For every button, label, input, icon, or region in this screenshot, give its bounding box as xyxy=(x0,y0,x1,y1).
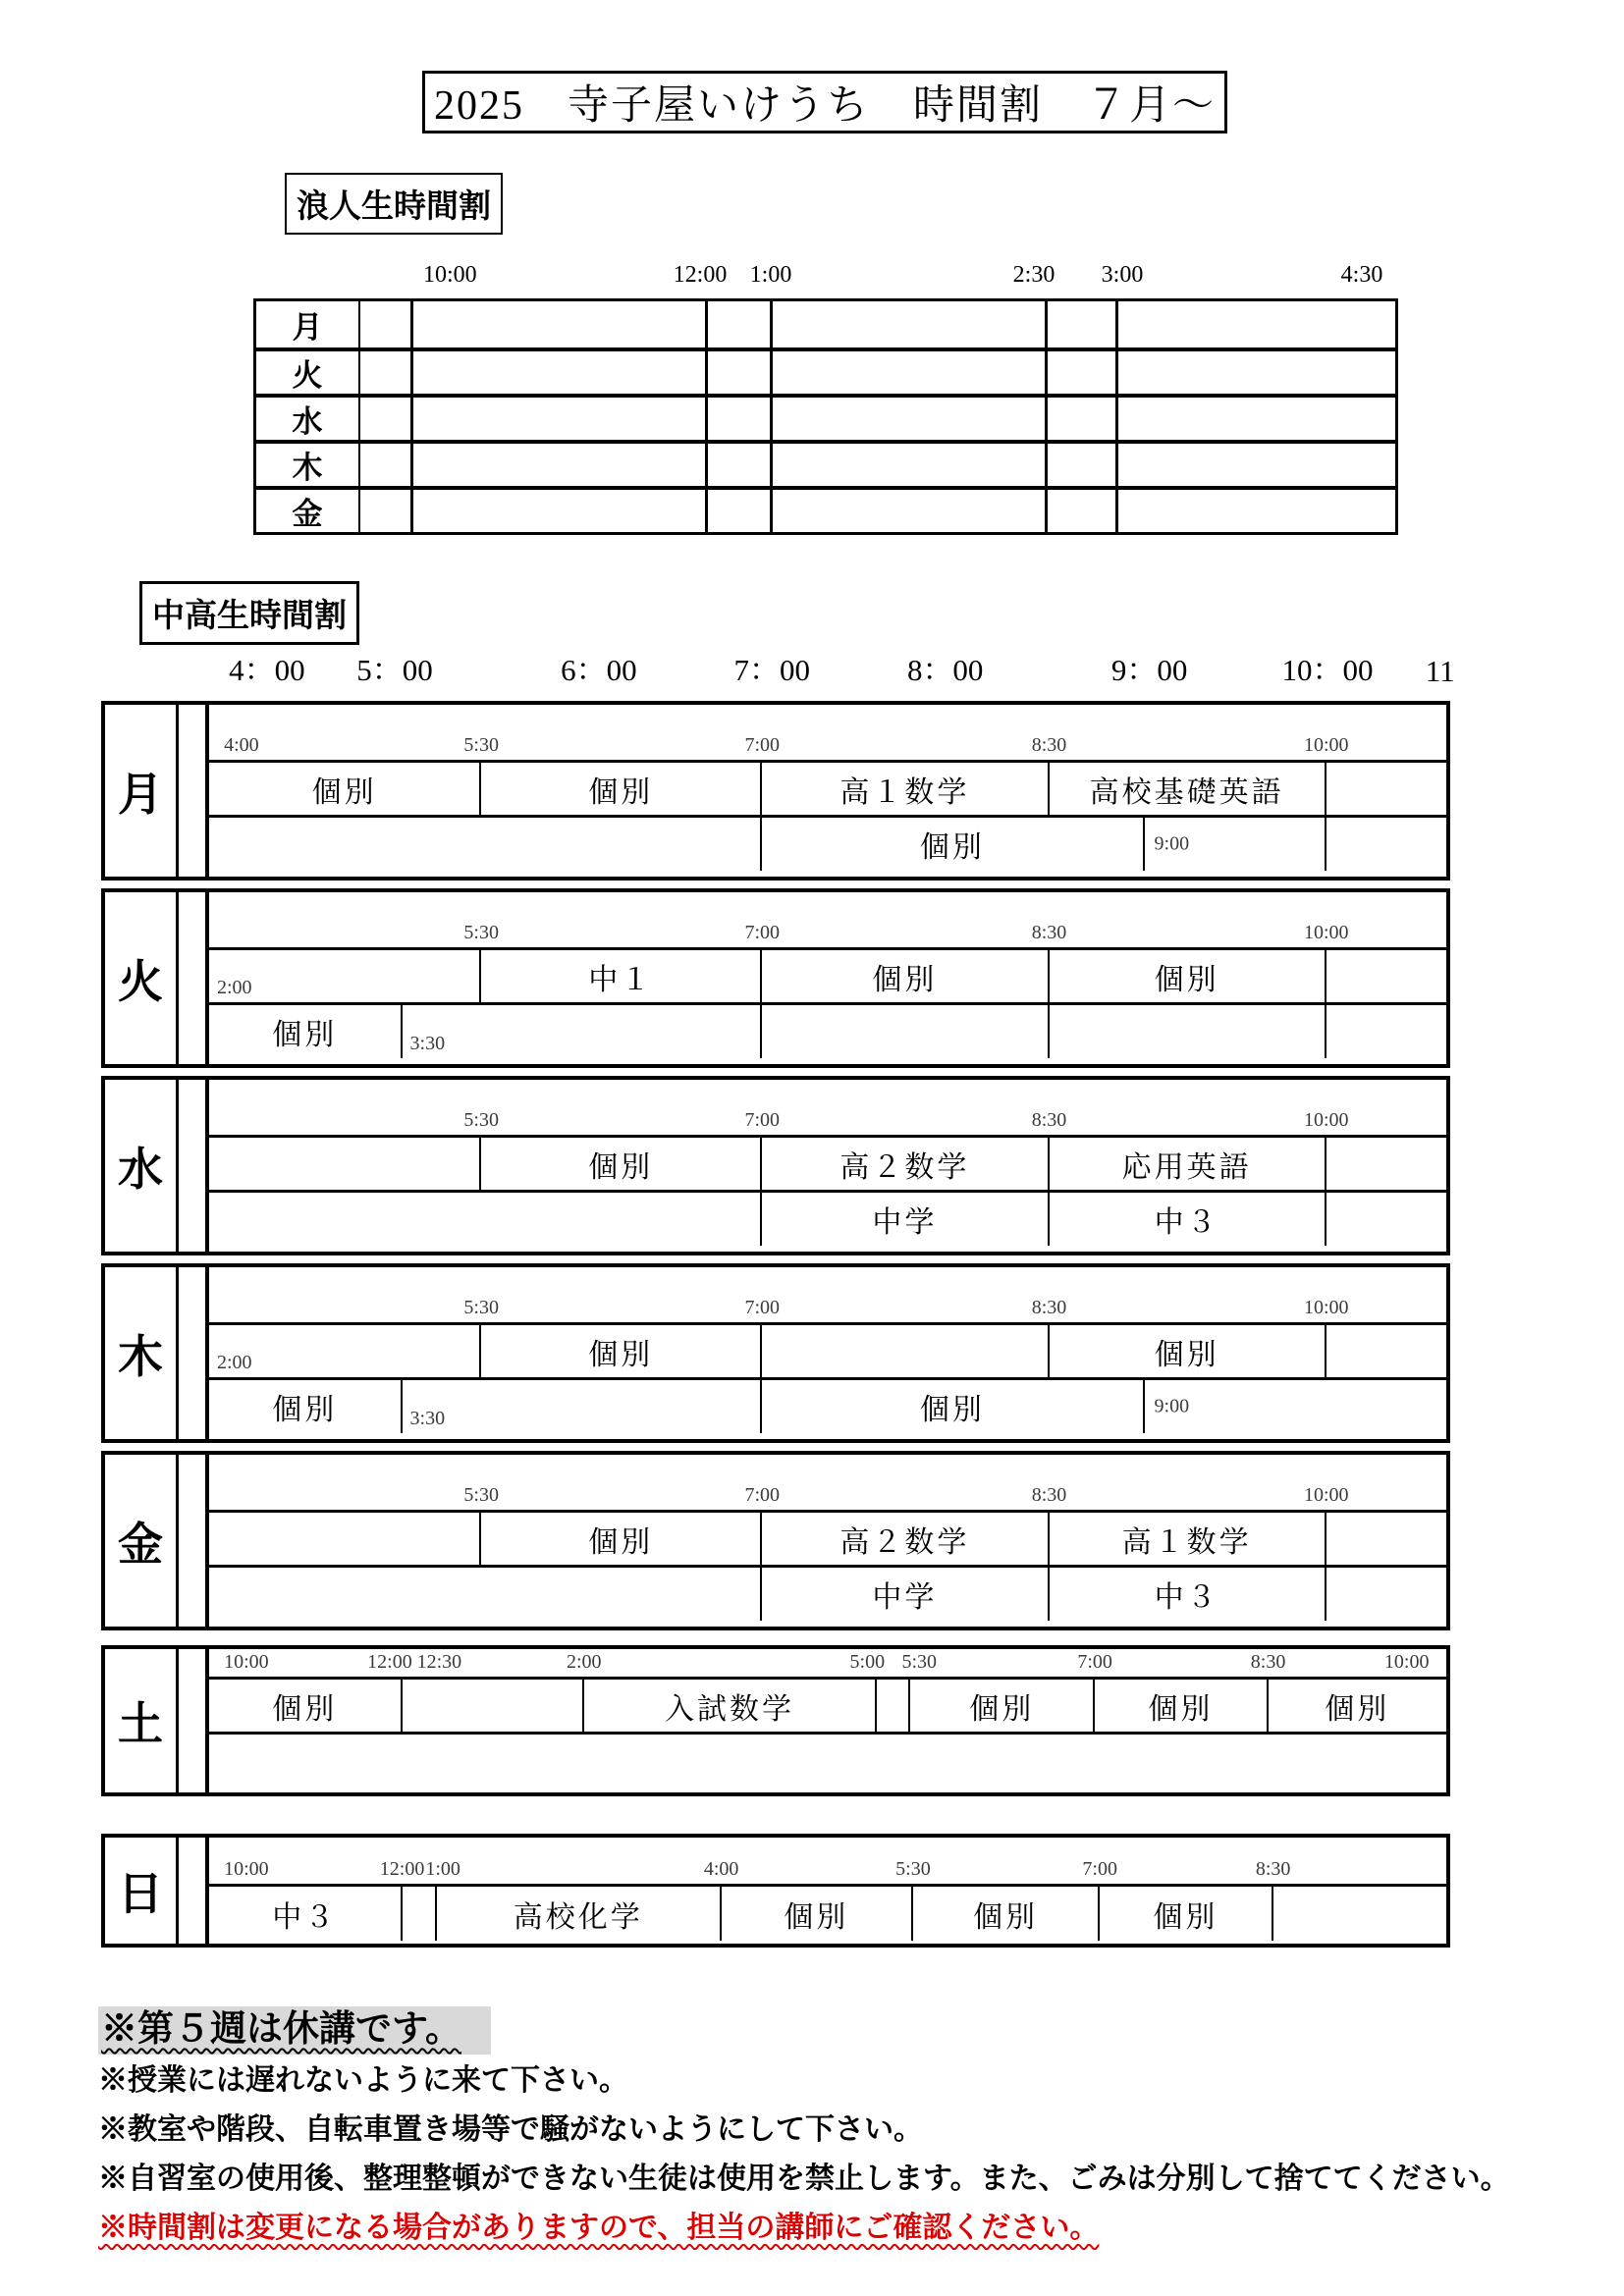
strip-time-label: 10:00 xyxy=(1303,922,1349,943)
ronin-grid-line xyxy=(705,490,708,532)
axis-tick: 12:00 xyxy=(673,262,728,288)
spine-cell xyxy=(179,1649,209,1792)
ronin-grid-line xyxy=(770,351,773,394)
day-content xyxy=(209,1080,1446,1252)
axis-tick: 4：00 xyxy=(229,653,305,687)
empty-cell xyxy=(1326,1513,1446,1565)
class-cell: 中３ xyxy=(1050,1193,1326,1246)
class-cell: 個別 xyxy=(762,1380,1144,1433)
strip-time-label: 5:30 xyxy=(463,922,499,943)
axis-tick: 8：00 xyxy=(906,653,984,687)
ronin-grid-line xyxy=(1115,301,1118,347)
class-cell: 個別 xyxy=(209,1380,403,1433)
day-content xyxy=(209,1455,1446,1627)
ronin-row-cells xyxy=(413,398,1395,440)
empty-cell xyxy=(1050,1005,1326,1058)
strip-time-label: 7:00 xyxy=(744,922,780,943)
strip-time-label: 8:30 xyxy=(1031,1484,1067,1506)
empty-cell xyxy=(877,1680,910,1732)
class-cell: 高２数学 xyxy=(762,1513,1049,1565)
spine-cell xyxy=(179,1080,209,1252)
class-cell: 応用英語 xyxy=(1050,1138,1326,1190)
day-block-火 xyxy=(101,888,1450,1068)
class-cell: 個別 xyxy=(209,1005,403,1058)
notes-section xyxy=(98,2010,1510,2261)
strip-time-label: 5:30 xyxy=(463,1297,499,1318)
empty-cell xyxy=(403,1887,437,1941)
day-label: 金 xyxy=(105,1455,179,1627)
ronin-grid-line xyxy=(705,301,708,347)
axis-tick: 4:30 xyxy=(1340,262,1383,288)
day-block-土 xyxy=(101,1645,1450,1796)
ronin-grid-line xyxy=(1115,351,1118,394)
cell-time-label: 9:00 xyxy=(1154,1395,1190,1417)
class-cell: 入試数学 xyxy=(584,1680,878,1732)
day-block-日 xyxy=(101,1834,1450,1948)
strip-time-label: 8:30 xyxy=(1031,734,1067,756)
empty-cell xyxy=(1326,818,1446,871)
class-row xyxy=(209,1135,1446,1190)
class-cell: 個別 xyxy=(722,1887,913,1941)
ronin-spine-cell xyxy=(360,351,413,394)
empty-cell xyxy=(1273,1887,1446,1941)
strip-time-label: 12:00 xyxy=(379,1858,425,1880)
class-cell: 個別 xyxy=(1050,1325,1326,1377)
class-row xyxy=(209,1677,1446,1732)
axis-tick: 1:00 xyxy=(749,262,792,288)
axis-tick: 9：00 xyxy=(1110,653,1188,687)
ronin-spine-cell xyxy=(360,444,413,486)
day-label: 火 xyxy=(105,892,179,1064)
cell-time-label: 2:00 xyxy=(217,977,252,998)
class-cell: 個別 xyxy=(1325,1692,1390,1726)
ronin-day-label: 木 xyxy=(256,444,360,486)
ronin-grid-line xyxy=(770,490,773,532)
ronin-timetable xyxy=(253,298,1398,535)
strip-time-label: 7:00 xyxy=(1082,1858,1117,1880)
empty-cell xyxy=(209,1735,1446,1787)
empty-cell xyxy=(403,1680,584,1732)
strip-time-label: 10:00 xyxy=(1303,1297,1349,1318)
note-line: ※時間割は変更になる場合がありますので、担当の講師にご確認ください。 xyxy=(98,2211,1100,2244)
empty-cell xyxy=(209,1138,481,1190)
note-line xyxy=(98,2010,1510,2051)
time-strip xyxy=(209,892,1446,947)
class-row xyxy=(209,1190,1446,1246)
class-row xyxy=(209,947,1446,1002)
empty-cell xyxy=(1145,818,1326,871)
class-cell: 個別 xyxy=(910,1680,1095,1732)
empty-cell xyxy=(403,1005,763,1058)
strip-time-label: 12:30 xyxy=(416,1651,462,1673)
empty-cell xyxy=(209,1513,481,1565)
class-row xyxy=(209,1002,1446,1058)
strip-time-label: 10:00 xyxy=(224,1651,269,1673)
ronin-grid-line xyxy=(705,398,708,440)
empty-cell xyxy=(1326,1005,1446,1058)
empty-cell xyxy=(1326,1138,1446,1190)
class-row xyxy=(209,815,1446,871)
cell-time-label: 9:00 xyxy=(1154,832,1190,855)
time-strip xyxy=(209,705,1446,760)
class-cell: 中学 xyxy=(762,1568,1049,1621)
ronin-grid-line xyxy=(1115,490,1118,532)
spine-cell xyxy=(179,1455,209,1627)
class-row xyxy=(209,760,1446,815)
class-cell: 個別 xyxy=(1095,1680,1268,1732)
ronin-grid-line xyxy=(770,301,773,347)
axis-tick: 2:30 xyxy=(1012,262,1056,288)
ronin-day-label: 水 xyxy=(256,398,360,440)
empty-cell xyxy=(1145,1380,1446,1433)
axis-tick: 5：00 xyxy=(356,653,433,687)
ronin-grid-line xyxy=(705,444,708,486)
ronin-row-cells xyxy=(413,351,1395,394)
ronin-row-1 xyxy=(256,301,1395,347)
class-cell: 高校基礎英語 xyxy=(1050,763,1326,815)
ronin-grid-line xyxy=(770,398,773,440)
ronin-row-cells xyxy=(413,301,1395,347)
ronin-row-cells xyxy=(413,490,1395,532)
cell-time-label: 3:30 xyxy=(409,1033,446,1054)
chuko-section-heading: 中高生時間割 xyxy=(139,581,359,645)
class-cell: 中１ xyxy=(481,950,762,1002)
empty-cell xyxy=(1326,1568,1446,1621)
ronin-row-3 xyxy=(256,394,1395,440)
class-cell: 高１数学 xyxy=(1050,1513,1326,1565)
empty-cell xyxy=(762,1325,1049,1377)
time-strip xyxy=(209,1838,1446,1884)
strip-time-label: 4:00 xyxy=(703,1858,739,1880)
ronin-day-label: 金 xyxy=(256,490,360,532)
page-title: 2025 寺子屋いけうち 時間割 ７月～ xyxy=(422,71,1227,133)
empty-cell xyxy=(403,1380,763,1433)
class-cell: 個別 xyxy=(762,950,1049,1002)
ronin-grid-line xyxy=(1045,351,1048,394)
ronin-row-cells xyxy=(413,444,1395,486)
day-content xyxy=(209,1649,1446,1792)
strip-time-label: 10:00 xyxy=(1383,1651,1430,1673)
ronin-grid-line xyxy=(1045,301,1048,347)
empty-cell xyxy=(1326,1325,1446,1377)
empty-cell xyxy=(209,1325,481,1377)
ronin-grid-line xyxy=(1045,398,1048,440)
strip-time-label: 10:00 xyxy=(1303,734,1349,756)
strip-time-label: 5:30 xyxy=(463,1484,499,1506)
ronin-grid-line xyxy=(1115,398,1118,440)
day-content xyxy=(209,1267,1446,1439)
ronin-grid-line xyxy=(1045,490,1048,532)
ronin-grid-line xyxy=(705,351,708,394)
class-cell: 個別 xyxy=(481,1325,762,1377)
class-cell: 個別 xyxy=(913,1887,1100,1941)
ronin-grid-line xyxy=(770,444,773,486)
strip-time-label: 7:00 xyxy=(744,1484,780,1506)
empty-cell xyxy=(209,1193,762,1246)
empty-cell xyxy=(762,1005,1049,1058)
class-cell: 個別 xyxy=(481,1513,762,1565)
day-block-水 xyxy=(101,1076,1450,1255)
empty-cell xyxy=(1326,950,1446,1002)
strip-time-label: 8:30 xyxy=(1250,1651,1286,1673)
class-row xyxy=(209,1884,1446,1941)
cell-time-label: 2:00 xyxy=(217,1352,252,1373)
class-cell: 個別 xyxy=(481,1138,762,1190)
day-content xyxy=(209,705,1446,877)
day-label: 水 xyxy=(105,1080,179,1252)
axis-tick: 10：00 xyxy=(1281,653,1374,687)
note-line: ※教室や階段、自転車置き場等で騒がないようにして下さい。 xyxy=(98,2112,923,2146)
axis-tick: 3:00 xyxy=(1101,262,1144,288)
class-row xyxy=(209,1510,1446,1565)
strip-time-label: 10:00 xyxy=(224,1858,269,1880)
note-line: ※自習室の使用後、整理整頓ができない生徒は使用を禁止します。また、ごみは分別して捨ててください。 xyxy=(98,2162,1510,2195)
spine-cell xyxy=(179,892,209,1064)
class-cell: 個別 xyxy=(481,763,762,815)
strip-time-label: 5:00 xyxy=(849,1651,886,1673)
ronin-row-4 xyxy=(256,440,1395,486)
strip-time-label: 1:00 xyxy=(425,1858,460,1880)
strip-time-label: 7:00 xyxy=(744,1109,780,1131)
class-cell: 高校化学 xyxy=(437,1887,722,1941)
day-block-木 xyxy=(101,1263,1450,1443)
strip-time-label: 2:00 xyxy=(566,1651,602,1673)
strip-time-label: 4:00 xyxy=(224,734,259,756)
class-cell: 個別 xyxy=(762,818,1144,871)
day-label: 月 xyxy=(105,705,179,877)
axis-tick: 11 xyxy=(1425,654,1455,688)
strip-time-label: 8:30 xyxy=(1031,1109,1067,1131)
day-label: 土 xyxy=(105,1649,179,1792)
main-timetable xyxy=(101,701,1450,1955)
strip-time-label: 7:00 xyxy=(744,734,780,756)
ronin-spine-cell xyxy=(360,398,413,440)
day-label: 木 xyxy=(105,1267,179,1439)
ronin-day-label: 月 xyxy=(256,301,360,347)
class-row xyxy=(209,1377,1446,1433)
class-cell: 中学 xyxy=(762,1193,1049,1246)
strip-time-label: 12:00 xyxy=(367,1651,412,1673)
class-cell: 中３ xyxy=(1050,1568,1326,1621)
axis-tick: 6：00 xyxy=(561,653,637,687)
strip-time-label: 5:30 xyxy=(463,1109,499,1131)
class-row xyxy=(209,1322,1446,1377)
class-cell: 中３ xyxy=(209,1887,403,1941)
strip-time-label: 8:30 xyxy=(1255,1858,1291,1880)
ronin-day-label: 火 xyxy=(256,351,360,394)
class-cell: 高２数学 xyxy=(762,1138,1049,1190)
class-cell: 個別 xyxy=(209,1680,403,1732)
strip-time-label: 5:30 xyxy=(895,1858,931,1880)
strip-time-label: 5:30 xyxy=(901,1651,938,1673)
day-content xyxy=(209,892,1446,1064)
main-time-axis xyxy=(209,646,1455,689)
axis-tick: 7：00 xyxy=(733,653,811,687)
empty-cell xyxy=(209,1568,762,1621)
ronin-grid-line xyxy=(1115,444,1118,486)
spine-cell xyxy=(179,1267,209,1439)
spine-cell xyxy=(179,705,209,877)
strip-time-label: 8:30 xyxy=(1031,922,1067,943)
ronin-section-heading: 浪人生時間割 xyxy=(285,173,503,235)
ronin-time-axis xyxy=(413,247,1395,289)
class-row xyxy=(209,1732,1446,1787)
spine-cell xyxy=(179,1838,209,1944)
ronin-grid-line xyxy=(1045,444,1048,486)
strip-time-label: 10:00 xyxy=(1303,1109,1349,1131)
empty-cell xyxy=(209,950,481,1002)
class-cell: 個別 xyxy=(1050,950,1326,1002)
class-row xyxy=(209,1565,1446,1621)
note-line: ※授業には遅れないように来て下さい。 xyxy=(98,2063,628,2097)
time-strip xyxy=(209,1455,1446,1510)
ronin-spine-cell xyxy=(360,490,413,532)
ronin-row-2 xyxy=(256,347,1395,394)
empty-cell xyxy=(1326,1193,1446,1246)
cell-time-label: 3:30 xyxy=(409,1408,446,1429)
note-highlighted-text: ※第５週は休講です。 xyxy=(98,2006,491,2055)
strip-time-label: 7:00 xyxy=(1077,1651,1112,1673)
day-content xyxy=(209,1838,1446,1944)
time-strip xyxy=(209,1080,1446,1135)
strip-time-label: 7:00 xyxy=(744,1297,780,1318)
axis-tick: 10:00 xyxy=(423,262,477,288)
day-label: 日 xyxy=(105,1838,179,1944)
day-block-月 xyxy=(101,701,1450,881)
empty-cell xyxy=(1326,763,1446,815)
empty-cell xyxy=(209,818,762,871)
strip-time-label: 10:00 xyxy=(1303,1484,1349,1506)
ronin-spine-cell xyxy=(360,301,413,347)
strip-time-label: 5:30 xyxy=(463,734,499,756)
class-cell: 個別 xyxy=(209,763,481,815)
class-cell: 高１数学 xyxy=(762,763,1049,815)
time-strip xyxy=(209,1649,1446,1677)
strip-time-label: 8:30 xyxy=(1031,1297,1067,1318)
ronin-row-5 xyxy=(256,486,1395,532)
time-strip xyxy=(209,1267,1446,1322)
day-block-金 xyxy=(101,1451,1450,1630)
class-cell: 個別 xyxy=(1100,1887,1272,1941)
